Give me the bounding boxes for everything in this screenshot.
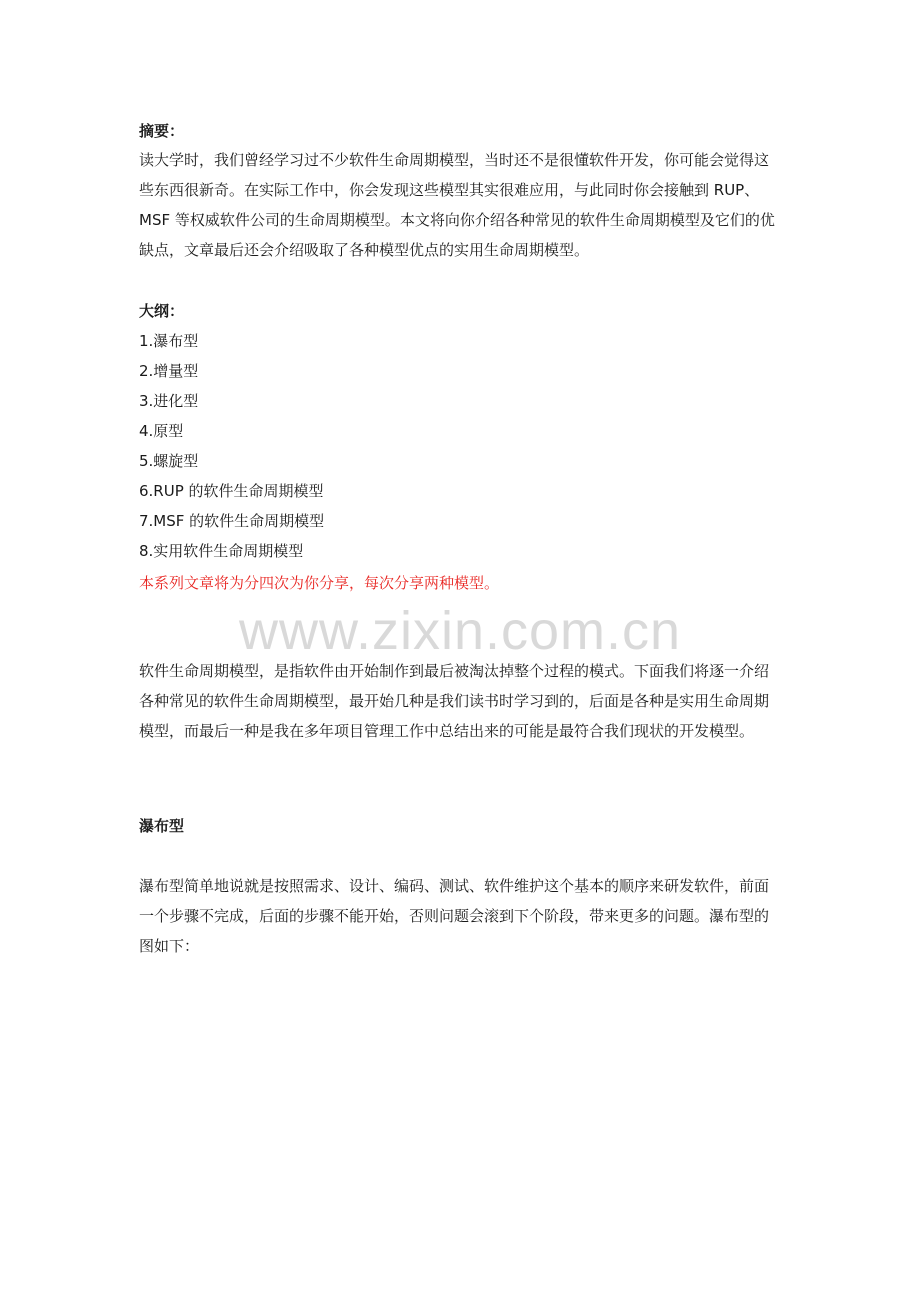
abstract-body: 读大学时，我们曾经学习过不少软件生命周期模型，当时还不是很懂软件开发，你可能会觉得这些东西很新奇。在实际工作中，你会发现这些模型其实很难应用，与此同时你会接触到 RUP、MSF 等权威软件公司的生命周期模型。本文将向你介绍各种常见的软件生命周期模型及它们的优缺点，文章最后还会介绍吸取了各种模型优点的实用生命周期模型。 [139, 151, 775, 259]
outline-item: 6.RUP 的软件生命周期模型 [139, 482, 324, 500]
series-note: 本系列文章将为分四次为你分享，每次分享两种模型。 [139, 574, 500, 592]
intro-paragraph: 软件生命周期模型，是指软件由开始制作到最后被淘汰掉整个过程的模式。下面我们将逐一介绍各种常见的软件生命周期模型，最开始几种是我们读书时学习到的，后面是各种是实用生命周期模型，而最后一种是我在多年项目管理工作中总结出来的可能是最符合我们现状的开发模型。 [139, 662, 770, 740]
outline-item: 2.增量型 [139, 362, 199, 380]
outline-list [139, 326, 779, 566]
outline-item: 5.螺旋型 [139, 452, 199, 470]
waterfall-body: 瀑布型简单地说就是按照需求、设计、编码、测试、软件维护这个基本的顺序来研发软件，前面一个步骤不完成，后面的步骤不能开始，否则问题会滚到下个阶段，带来更多的问题。瀑布型的图如下： [139, 877, 770, 955]
abstract-heading: 摘要： [139, 122, 185, 140]
outline-item: 1.瀑布型 [139, 332, 199, 350]
outline-item: 3.进化型 [139, 392, 199, 410]
watermark: www.zixin.com.cn [238, 601, 682, 661]
outline-item: 4.原型 [139, 422, 184, 440]
outline-heading: 大纲： [139, 302, 185, 320]
waterfall-heading: 瀑布型 [139, 817, 185, 835]
outline-item: 8.实用软件生命周期模型 [139, 542, 304, 560]
outline-item: 7.MSF 的软件生命周期模型 [139, 512, 325, 530]
